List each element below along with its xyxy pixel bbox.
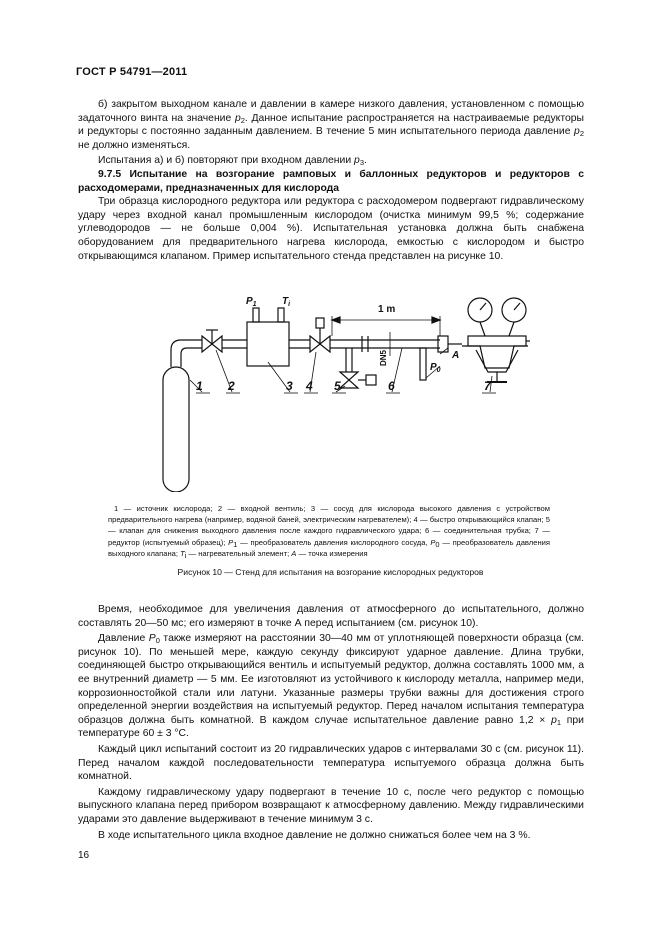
pressure-sensor-p0 [420, 348, 426, 380]
legend-sub: i [184, 550, 187, 560]
legend-sub: 0 [435, 539, 440, 549]
regulator-body [468, 336, 526, 346]
paragraph-b [78, 98, 584, 152]
figure-legend [108, 503, 550, 559]
svg-text:P0 [430, 362, 441, 374]
legend-run: — точка измерения [296, 548, 368, 558]
label-ti-sub: i [288, 301, 291, 308]
text-run: . Данное испытание распространяется на настраиваемые редукторы и редукторы с постоянно заданным давлением. В течение 5 мин испытательного периода давление [78, 112, 584, 138]
var-p1: p [551, 714, 557, 726]
callout-4: 4 [306, 379, 313, 393]
paragraph-input-pressure: В ходе испытательного цикла входное давление не должно снижаться более чем на 3 %. [98, 829, 531, 841]
text-run: также измеряют на расстоянии 30—40 мм от уплотняющей поверхности образца (см. рисунок 10). По меньшей мере, каждую секунду фиксируют ударное давление. Длина трубки, соединяющей быстро открывающийся вентиль и испытуемый редуктор, должна составлять 1000 мм, а ее внутренний диаметр — 5 мм. Ее изготовляют из устойчивого к кислороду металла, например меди, коррозионностойкой стали или латуни. Указанные размеры трубки важны для достижения строго определенной энергии воздействия на испытуемый редуктор. Перед началом испытания температура образцов должна быть комнатной. В каждом случае испытательное давление равно 1,2 × [78, 633, 584, 726]
subscript: 1 [556, 717, 562, 727]
callout-5: 5 [334, 379, 341, 393]
legend-run: 1 — источник кислорода; 2 — входной вентиль; 3 — сосуд для кислорода высокого давления с устройством предварительного нагрева (например, водяной баней, электрическим нагревателем); 4 — быстро открывающийся клапан; 5 — клапан для снижения выходного давления после каждого гидравлического удара; 6 — соединительная трубка; 7 — редуктор (испытуемый образец); [108, 504, 550, 547]
text-run: б) закрытом выходном канале и давлении в камере низкого давления, установленном с помощью задаточного винта на значение [78, 99, 584, 124]
svg-text:P1 [246, 296, 257, 308]
callout-1: 1 [196, 379, 203, 393]
paragraph-impact: Каждому гидравлическому удару подвергают в течение 10 с, после чего редуктор с помощью выпускного клапана перед прибором возвращают к атмосферному давлению. Между гидравлическими ударами это давление выдерживают в течение минимум 3 с. [78, 786, 584, 825]
label-p1-sub: 1 [252, 301, 257, 308]
pressure-sensor-p1 [253, 308, 259, 322]
legend-run: — нагревательный элемент; [186, 548, 292, 558]
text-run: Давление [98, 633, 149, 645]
subscript: 2 [240, 115, 245, 125]
text-run: не должно изменяться. [78, 139, 191, 151]
paragraph-repeat [78, 154, 584, 168]
relief-valve [340, 372, 358, 388]
text-run: при температуре 60 ± 3 °С. [78, 714, 584, 740]
test-stand-figure [150, 292, 530, 492]
legend-run: — преобразователь давления выходного клапана; [108, 537, 550, 558]
legend-var: P [430, 537, 436, 547]
section-title: Испытание на возгорание рамповых и баллонных редукторов и редукторов с расходомерами, предназначенных для кислорода [78, 168, 584, 194]
paragraph-time: Время, необходимое для увеличения давления от атмосферного до испытательного, должно составлять 20—50 мс; его измеряют в точке А перед испытанием (см. рисунок 10). [78, 604, 584, 629]
subscript: 3 [359, 158, 364, 168]
label-p1: P [246, 296, 253, 307]
callout-6: 6 [388, 379, 395, 393]
label-p0: P [430, 362, 437, 373]
callout-7: 7 [484, 379, 491, 393]
label-p0-sub: 0 [436, 367, 441, 374]
callout-3: 3 [286, 379, 293, 393]
legend-sub: 1 [233, 539, 238, 549]
heater-element-ti [278, 308, 284, 322]
supply-pipe-inner [181, 348, 202, 367]
paragraph-cycle: Каждый цикл испытаний состоит из 20 гидравлических ударов с интервалами 30 с (см. рисунок 11). Перед началом каждой последовательности температура испытуемого образца должна быть комнатной. [78, 743, 584, 783]
legend-var: A [291, 548, 297, 558]
top-text-block [78, 98, 584, 263]
paragraph-intro: Три образца кислородного редуктора или редуктора с расходомером подвергают гидравлическому удару через входной канал промышленным кислородом (очистка минимум 99,5 %; содержание углеводородов — не больше 0,004 %). Испытательная установка должна быть снабжена оборудованием для предварительного нагрева кислорода, емкостью с кислородом и быстро открывающимся клапаном. Пример испытательного стенда представлен на рисунке 10. [78, 196, 584, 262]
subscript: 2 [579, 129, 584, 139]
text-run: Испытания а) и б) повторяют при входном давлении [98, 155, 355, 167]
regulator-test-sample [476, 350, 518, 372]
text-run: . [363, 155, 367, 167]
dn5-label: DN5 [379, 349, 388, 366]
dimension-label: 1 m [378, 304, 396, 315]
var-p: p [354, 155, 360, 167]
figure-caption: Рисунок 10 — Стенд для испытания на возгорание кислородных редукторов [177, 567, 484, 577]
var-p0: P [148, 633, 156, 645]
paragraph-pressure [78, 632, 584, 741]
page-number: 16 [78, 850, 90, 861]
var-p: p [234, 112, 241, 124]
svg-text:Ti [282, 296, 291, 308]
bottom-text-block [78, 603, 584, 842]
heated-vessel [247, 322, 289, 366]
supply-pipe [171, 340, 202, 367]
legend-run: — преобразователь давления кислородного сосуда, [237, 537, 431, 547]
callout-2: 2 [228, 379, 235, 393]
subscript: 0 [155, 636, 160, 646]
label-ti: T [282, 296, 289, 307]
legend-var: T [180, 548, 185, 558]
standard-header: ГОСТ Р 54791—2011 [76, 66, 188, 78]
section-number: 9.7.5 [98, 168, 122, 180]
legend-var: P [228, 537, 234, 547]
var-p: p [574, 126, 580, 138]
section-heading [78, 168, 584, 195]
oxygen-cylinder [163, 367, 189, 492]
label-point-a: A [452, 350, 460, 361]
